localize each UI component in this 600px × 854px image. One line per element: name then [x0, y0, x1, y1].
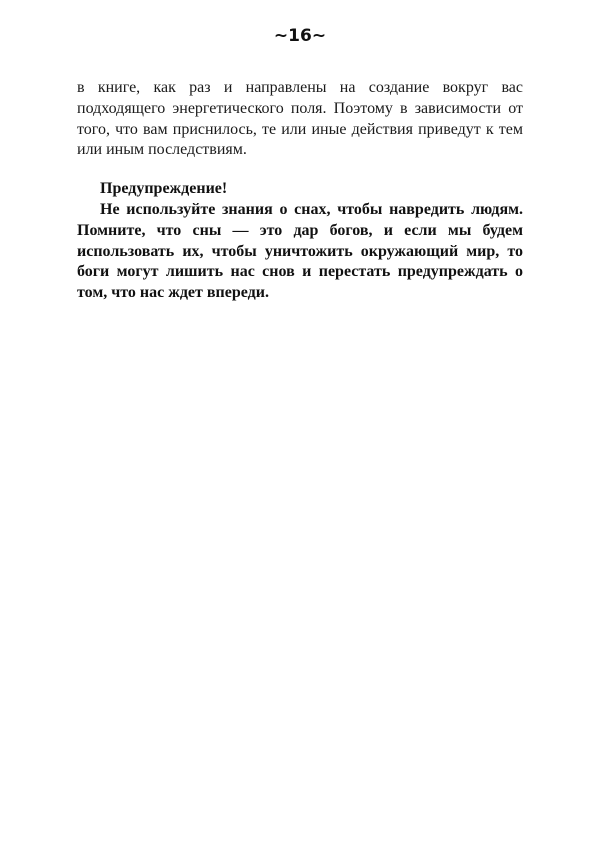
body-paragraph: в книге, как раз и направлены на создание вокруг вас подходящего энергетического поля. Поэтому в зависимости от того, что вам приснилось, те или иные действия приведут к тем или иным последствиям.	[77, 79, 523, 159]
page-number: ~16~	[273, 26, 327, 46]
warning-text: Не используйте знания о снах, чтобы навредить людям. Помните, что сны — это дар богов, и если мы будем использовать их, чтобы уничтожить окружающий мир, то боги могут лишить нас снов и перестать предупреждать о том, что нас ждет впереди.	[77, 200, 523, 302]
page-content	[77, 78, 523, 304]
warning-block	[77, 179, 523, 304]
warning-title: Предупреждение!	[100, 180, 228, 198]
